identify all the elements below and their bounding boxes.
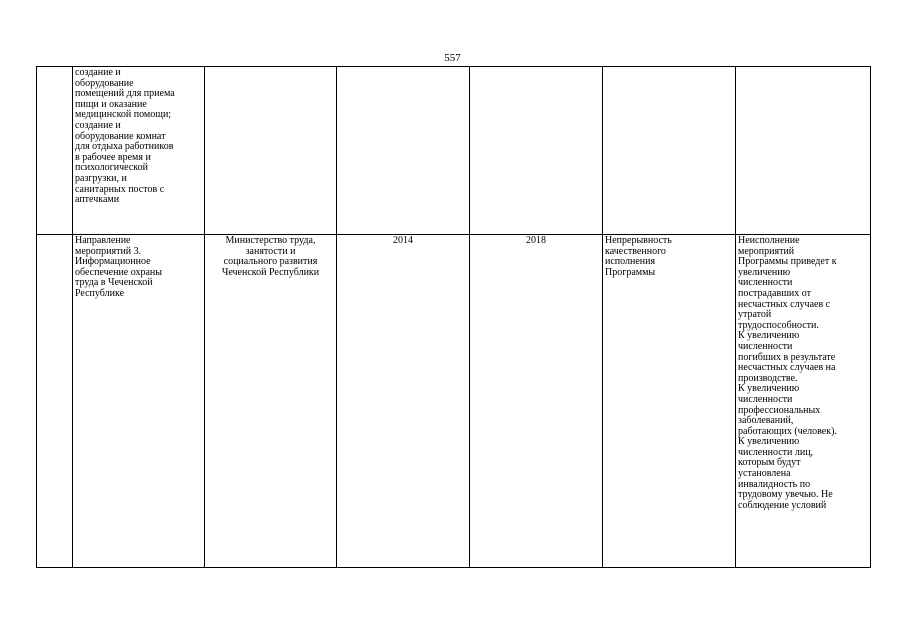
cell-activity: создание и оборудование помещений для приема пищи и оказание медицинской помощи; создание и оборудование комнат для отдыха работников в рабочее время и психологической разгрузки, и санитарных постов с аптечками xyxy=(73,67,205,235)
cell-activity: Направление мероприятий 3. Информационное обеспечение охраны труда в Чеченской Республике xyxy=(73,235,205,568)
cell-start-year: 2014 xyxy=(337,235,470,568)
table-row xyxy=(37,67,871,235)
cell-result xyxy=(603,67,736,235)
cell-number xyxy=(37,235,73,568)
page-number: 557 xyxy=(444,52,461,64)
cell-executor xyxy=(205,67,337,235)
cell-end-year: 2018 xyxy=(470,235,603,568)
cell-executor: Министерство труда, занятости и социального развития Чеченской Республики xyxy=(205,235,337,568)
cell-consequences xyxy=(736,67,871,235)
cell-consequences: Неисполнение мероприятий Программы приведет к увеличению численности пострадавших от несчастных случаев с утратой трудоспособности. К увеличению численности погибших в результате несчастных случаев на производстве. К увеличению численности профессиональных заболеваний, работающих (человек). К увеличению численности лиц, которым будут установлена инвалидность по трудовому увечью. Не соблюдение условий xyxy=(736,235,871,568)
cell-number xyxy=(37,67,73,235)
table-row xyxy=(37,235,871,568)
cell-end-year xyxy=(470,67,603,235)
program-activities-table xyxy=(36,66,871,568)
cell-start-year xyxy=(337,67,470,235)
cell-result: Непрерывность качественного исполнения Программы xyxy=(603,235,736,568)
